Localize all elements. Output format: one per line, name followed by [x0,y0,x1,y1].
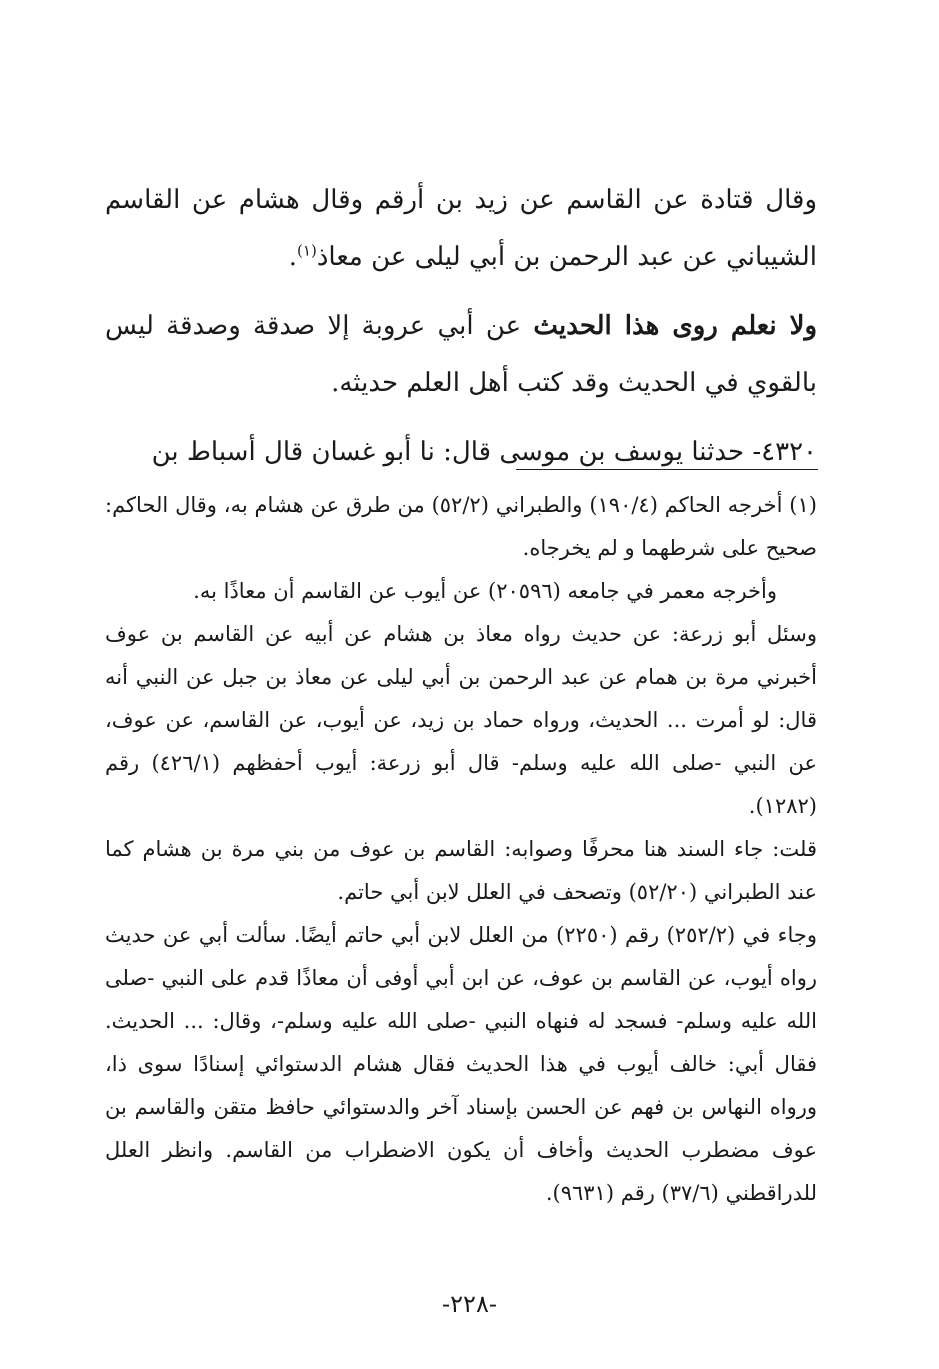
paragraph-1-tail: . [288,242,298,272]
paragraph-3-text: ٤٣٢٠- حدثنا يوسف بن موسى قال: نا أبو غسان قال أسباط بن [151,437,817,467]
footnote-1-continuation-b: وسئل أبو زرعة: عن حديث رواه معاذ بن هشام عن أبيه عن القاسم بن عوف أخبرني مرة بن همام عن عبد الرحمن بن أبي ليلى عن معاذ بن جبل عن النبي أنه قال: لو أمرت ... الحديث، ورواه حماد بن زيد، عن أيوب، عن القاسم، عن عوف، عن النبي -صلى الله عليه وسلم- قال أبو زرعة: أيوب أحفظهم (٤٢٦/١) رقم (١٢٨٢). [105,622,817,818]
footnote-1-continuation-a: وأخرجه معمر في جامعه (٢٠٥٩٦) عن أيوب عن القاسم أن معاذًا به. [193,579,777,603]
paragraph-2 [105,298,817,412]
paragraph-2-bold: ولا نعلم روى هذا الحديث [533,311,817,341]
main-text [105,172,817,493]
paragraph-2-text: عن أبي عروبة إلا صدقة وصدقة ليس بالقوي في الحديث وقد كتب أهل العلم حديثه. [105,311,817,398]
paragraph-1 [105,172,817,286]
footnote-1-continuation-c: وجاء في (٢٥٢/٢) رقم (٢٢٥٠) من العلل لابن أبي حاتم أيضًا. سألت أبي عن حديث رواه أيوب، عن القاسم بن عوف، عن ابن أبي أوفى أن معاذًا قدم على النبي -صلى الله عليه وسلم- فسجد له فنهاه النبي -صلى الله عليه وسلم-، وقال: ... الحديث. فقال أبي: خالف أيوب في هذا الحديث فقال هشام الدستوائي إسنادًا سوى ذا، ورواه النهاس بن فهم عن الحسن بإسناد آخر والدستوائي حافظ متقن والقاسم بن عوف مضطرب الحديث وأخاف أن يكون الاضطراب من القاسم. وانظر العلل للدراقطني (٣٧/٦) رقم (٩٦٣١). [105,923,817,1205]
footnote-1: (١) أخرجه الحاكم (١٩٠/٤) والطبراني (٥٢/٢) من طرق عن هشام به، وقال الحاكم: صحيح على شرطهما و لم يخرجاه. [105,493,817,560]
footnotes [105,484,817,1215]
page-number: -٢٢٨- [442,1290,497,1318]
footnote-1-note: قلت: جاء السند هنا محرفًا وصوابه: القاسم بن عوف من بني مرة بن هشام كما عند الطبراني (٥٢/٢٠) وتصحف في العلل لابن أبي حاتم. [105,837,817,904]
paragraph-3 [105,424,817,481]
footnote-divider [516,469,818,470]
paragraph-1-text: وقال قتادة عن القاسم عن زيد بن أرقم وقال هشام عن القاسم الشيباني عن عبد الرحمن بن أبي ليلى عن معاذ [105,185,817,272]
footnote-reference[interactable]: (١) [297,241,317,260]
